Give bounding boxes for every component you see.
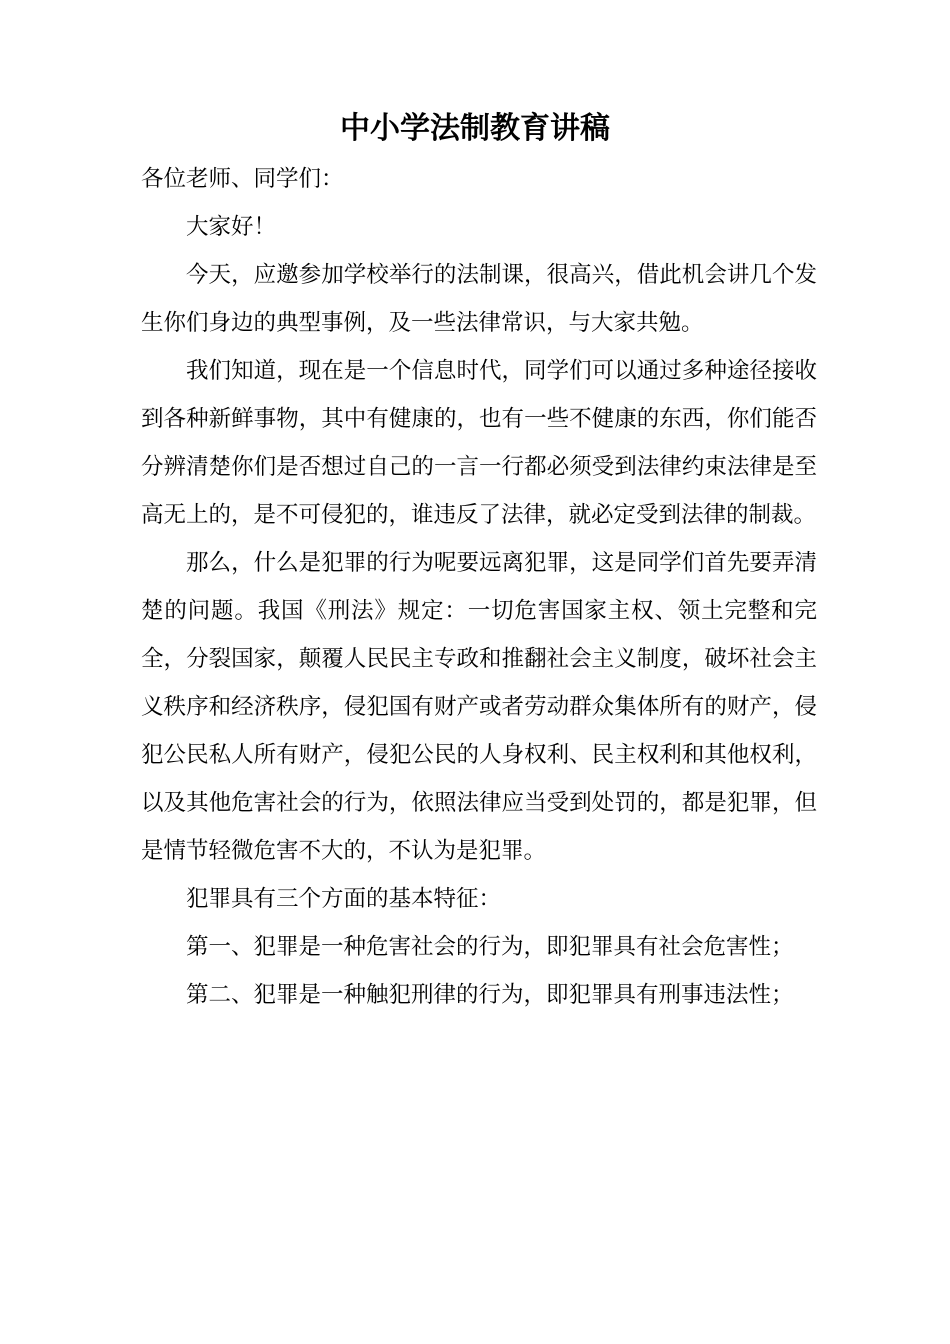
salutation-paragraph: 各位老师、同学们： <box>141 166 344 192</box>
body-paragraph: 犯罪具有三个方面的基本特征： <box>186 886 502 912</box>
body-paragraph: 第一、犯罪是一种危害社会的行为，即犯罪具有社会危害性； <box>186 934 794 960</box>
greeting-paragraph: 大家好！ <box>186 214 277 240</box>
body-paragraph: 我们知道，现在是一个信息时代，同学们可以通过多种途径接收到各种新鲜事物，其中有健康的，也有一些不健康的东西，你们能否分辨清楚你们是否想过自己的一言一行都必须受到法律约束法律是至高无上的，是不可侵犯的，谁违反了法律，就必定受到法律的制裁。 <box>141 358 817 528</box>
body-paragraph: 第二、犯罪是一种触犯刑律的行为，即犯罪具有刑事违法性； <box>186 982 794 1008</box>
body-paragraph: 今天，应邀参加学校举行的法制课，很高兴，借此机会讲几个发生你们身边的典型事例，及一些法律常识，与大家共勉。 <box>141 262 817 336</box>
body-paragraph: 那么，什么是犯罪的行为呢要远离犯罪，这是同学们首先要弄清楚的问题。我国《刑法》规定：一切危害国家主权、领土完整和完全，分裂国家，颠覆人民民主专政和推翻社会主义制度，破坏社会主义秩序和经济秩序，侵犯国有财产或者劳动群众集体所有的财产，侵犯公民私人所有财产，侵犯公民的人身权利、民主权利和其他权利，以及其他危害社会的行为，依照法律应当受到处罚的，都是犯罪，但是情节轻微危害不大的，不认为是犯罪。 <box>141 550 817 864</box>
document-body <box>141 155 817 1019</box>
document-title: 中小学法制教育讲稿 <box>340 111 610 146</box>
